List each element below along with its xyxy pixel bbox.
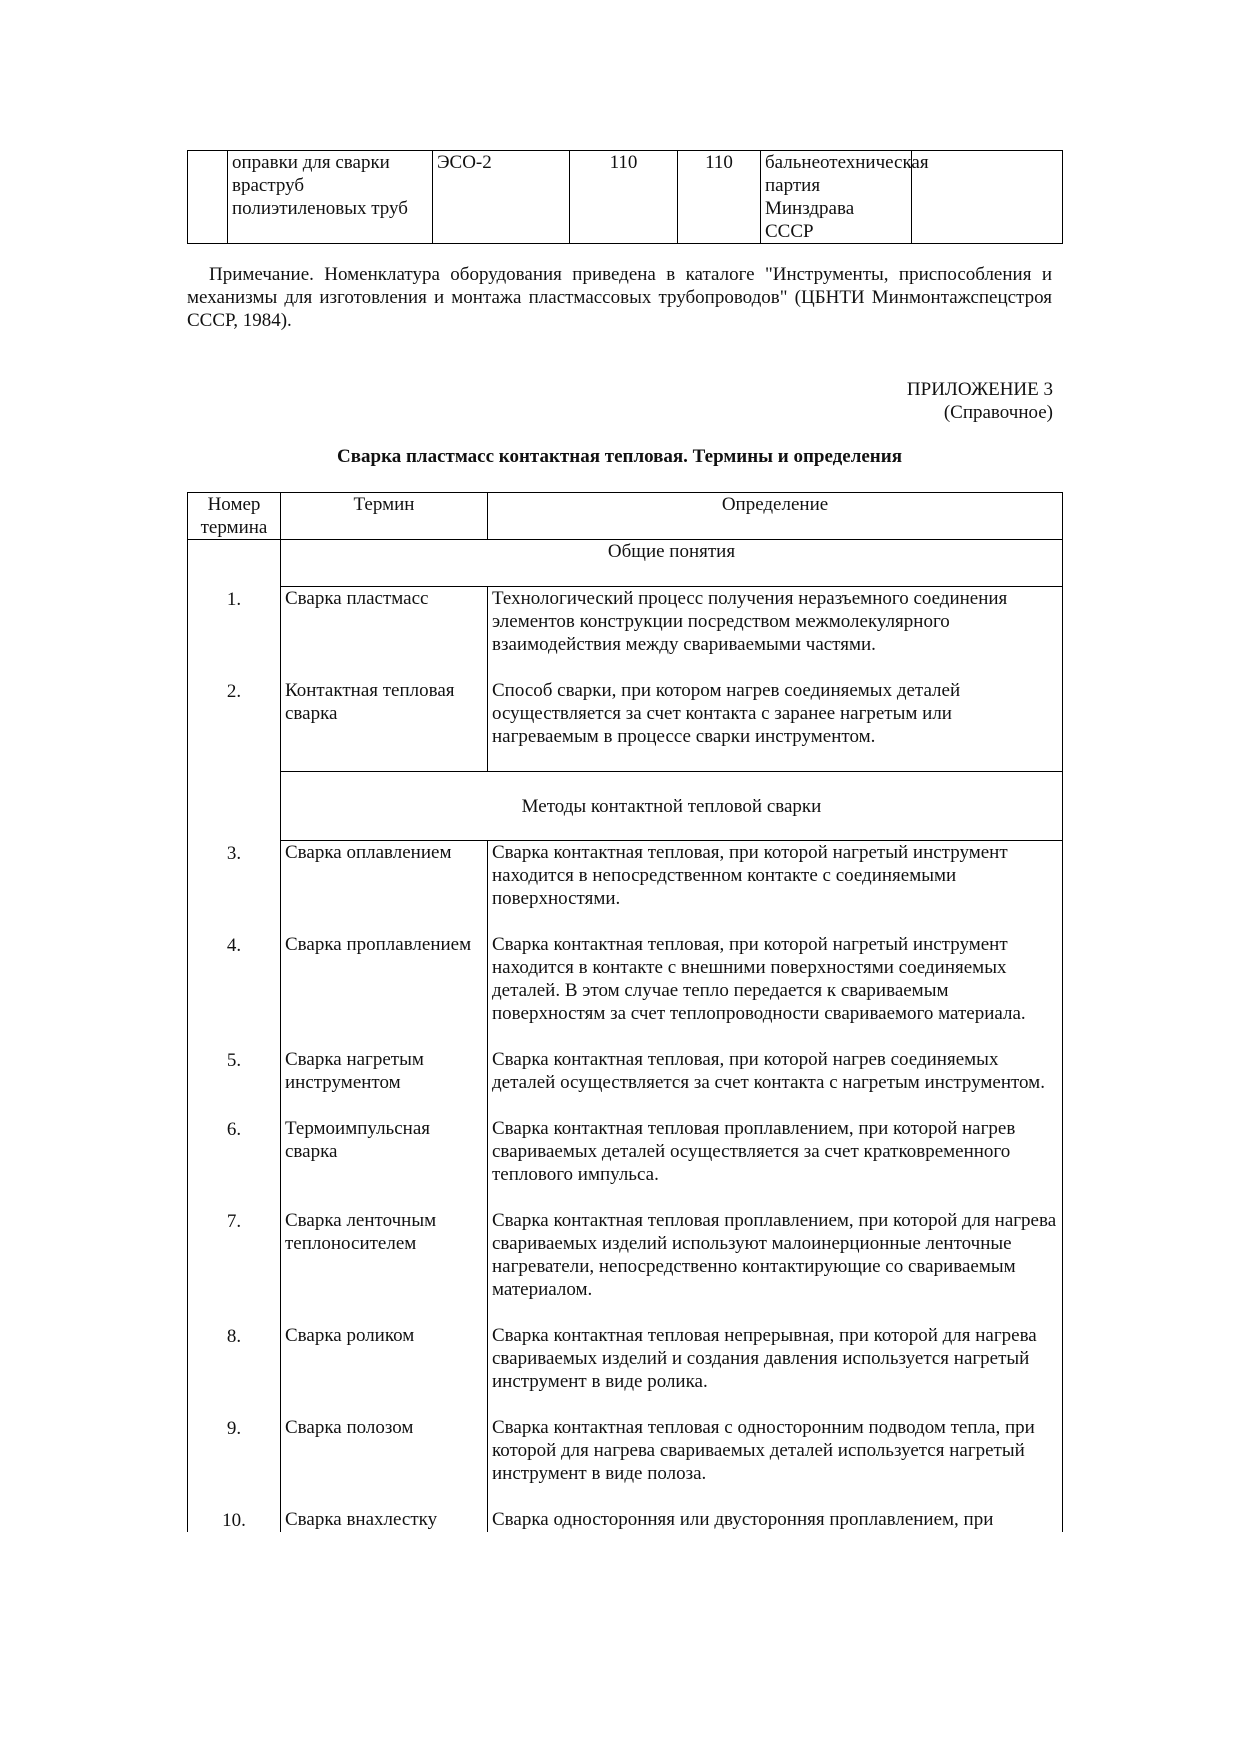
term-number: 2. (188, 679, 281, 772)
section-heading-row (188, 772, 1063, 841)
term-name: Сварка полозом (281, 1416, 488, 1508)
term-definition: Сварка контактная тепловая с односторонним подводом тепла, при которой для нагрева свариваемых деталей используется нагретый инструмент в виде полоза. (488, 1416, 1063, 1508)
term-definition: Сварка односторонняя или двусторонняя проплавлением, при (488, 1508, 1063, 1532)
term-number: 6. (188, 1117, 281, 1209)
table-cell: 110 (570, 151, 678, 244)
appendix-title: ПРИЛОЖЕНИЕ 3 (906, 379, 1053, 400)
term-name: Сварка ленточным теплоносителем (281, 1209, 488, 1324)
table-header-row (188, 493, 1063, 540)
equipment-table-fragment (187, 150, 1063, 244)
term-row (188, 1117, 1063, 1209)
term-definition: Сварка контактная тепловая проплавлением, при которой нагрев свариваемых деталей осуществляется за счет кратковременного теплового импульса. (488, 1117, 1063, 1209)
table-cell: 110 (678, 151, 761, 244)
section-heading: Методы контактной тепловой сварки (281, 772, 1063, 841)
term-number: 10. (188, 1508, 281, 1532)
term-number: 3. (188, 841, 281, 934)
term-definition: Сварка контактная тепловая, при которой нагрев соединяемых деталей осуществляется за счет контакта с нагретым инструментом. (488, 1048, 1063, 1117)
term-row (188, 1416, 1063, 1508)
term-row (188, 1209, 1063, 1324)
term-number: 7. (188, 1209, 281, 1324)
header-definition: Определение (488, 493, 1063, 540)
table-cell (912, 151, 1063, 244)
term-number: 5. (188, 1048, 281, 1117)
term-name: Сварка внахлестку (281, 1508, 488, 1532)
section-number-cell (188, 540, 281, 587)
section-heading: Общие понятия (281, 540, 1063, 587)
term-definition: Сварка контактная тепловая непрерывная, при которой для нагрева свариваемых изделий и создания давления используется нагретый инструмент в виде ролика. (488, 1324, 1063, 1416)
term-row (188, 679, 1063, 772)
term-definition: Сварка контактная тепловая проплавлением, при которой для нагрева свариваемых изделий используют малоинерционные ленточные нагреватели, непосредственно контактирующие со свариваемым материалом. (488, 1209, 1063, 1324)
page-title: Сварка пластмасс контактная тепловая. Термины и определения (337, 446, 902, 467)
term-row (188, 1324, 1063, 1416)
term-number: 9. (188, 1416, 281, 1508)
section-number-cell (188, 772, 281, 841)
section-heading-row (188, 540, 1063, 587)
term-row (188, 587, 1063, 680)
term-name: Сварка оплавлением (281, 841, 488, 934)
table-cell (188, 151, 228, 244)
table-cell: бальнеотехническая партия Минздрава СССР (761, 151, 912, 244)
term-name: Сварка пластмасс (281, 587, 488, 680)
term-definition: Способ сварки, при котором нагрев соединяемых деталей осуществляется за счет контакта с заранее нагретым или нагреваемым в процессе сварки инструментом. (488, 679, 1063, 772)
term-row (188, 841, 1063, 934)
term-row (188, 1508, 1063, 1532)
term-name: Термоимпульсная сварка (281, 1117, 488, 1209)
table-row (188, 151, 1063, 244)
term-row (188, 933, 1063, 1048)
terms-table (187, 492, 1063, 1532)
table-cell: ЭСО-2 (433, 151, 570, 244)
term-name: Контактная тепловая сварка (281, 679, 488, 772)
term-definition: Сварка контактная тепловая, при которой нагретый инструмент находится в контакте с внешними поверхностями соединяемых деталей. В этом случае тепло передается к свариваемым поверхностям за счет теплопроводности свариваемого материала. (488, 933, 1063, 1048)
term-number: 1. (188, 587, 281, 680)
header-term: Термин (281, 493, 488, 540)
term-definition: Сварка контактная тепловая, при которой нагретый инструмент находится в непосредственном контакте с соединяемыми поверхностями. (488, 841, 1063, 934)
appendix-label (907, 378, 1053, 424)
term-name: Сварка роликом (281, 1324, 488, 1416)
appendix-subtitle: (Справочное) (943, 402, 1053, 423)
term-row (188, 1048, 1063, 1117)
term-name: Сварка нагретым инструментом (281, 1048, 488, 1117)
term-definition: Технологический процесс получения неразъемного соединения элементов конструкции посредством межмолекулярного взаимодействия между свариваемыми частями. (488, 587, 1063, 680)
header-number: Номер термина (188, 493, 281, 540)
note-paragraph: Примечание. Номенклатура оборудования приведена в каталоге "Инструменты, приспособления и механизмы для изготовления и монтажа пластмассовых трубопроводов" (ЦБНТИ Минмонтажспецстроя СССР, 1984). (187, 264, 1052, 331)
term-number: 4. (188, 933, 281, 1048)
term-name: Сварка проплавлением (281, 933, 488, 1048)
table-cell: оправки для сварки враструб полиэтиленовых труб (228, 151, 433, 244)
term-number: 8. (188, 1324, 281, 1416)
